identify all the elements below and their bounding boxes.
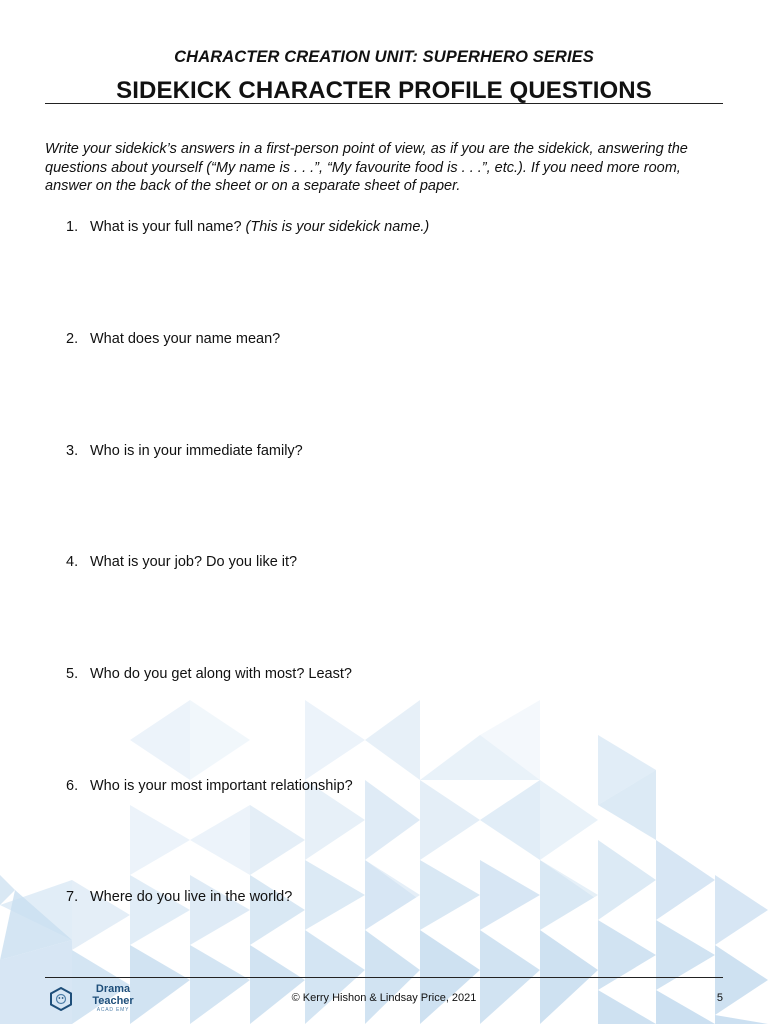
question-text: Who is in your immediate family?	[90, 443, 303, 459]
question-item	[66, 553, 706, 571]
question-text: Who do you get along with most? Least?	[90, 666, 352, 682]
logo-line-drama: Drama	[95, 983, 131, 995]
question-text: Where do you live in the world?	[90, 889, 293, 905]
question-number: 3.	[66, 443, 79, 459]
question-number: 7.	[66, 889, 79, 905]
question-item	[66, 777, 706, 795]
question-number: 4.	[66, 554, 79, 570]
question-number: 5.	[66, 666, 79, 682]
question-item	[66, 888, 706, 906]
instructions-paragraph: Write your sidekick’s answers in a first-person point of view, as if you are the sidekick, answering the questions about yourself (“My name is . . .”, “My favourite food is . . .”, etc.). If you need more room, answer on the back of the sheet or on a separate sheet of paper.	[45, 141, 688, 194]
logo-line-academy: ACAD EMY	[96, 1007, 130, 1013]
question-note: (This is your sidekick name.)	[245, 219, 430, 235]
question-item	[66, 665, 706, 683]
series-heading: CHARACTER CREATION UNIT: SUPERHERO SERIES	[174, 48, 594, 66]
question-text: Who is your most important relationship?	[90, 778, 353, 794]
question-number: 2.	[66, 331, 79, 347]
title-divider	[45, 103, 723, 104]
question-item	[66, 330, 706, 348]
copyright-notice: © Kerry Hishon & Lindsay Price, 2021	[291, 992, 477, 1004]
question-item	[66, 218, 706, 236]
page-number: 5	[716, 992, 723, 1004]
question-item	[66, 442, 706, 460]
question-text: What is your full name?	[90, 219, 242, 235]
logo-line-teacher: Teacher	[92, 995, 134, 1007]
question-text: What does your name mean?	[90, 331, 281, 347]
page-title: SIDEKICK CHARACTER PROFILE QUESTIONS	[116, 77, 652, 104]
question-text: What is your job? Do you like it?	[90, 554, 298, 570]
question-number: 6.	[66, 778, 79, 794]
footer-divider	[45, 977, 723, 978]
question-number: 1.	[66, 219, 79, 235]
